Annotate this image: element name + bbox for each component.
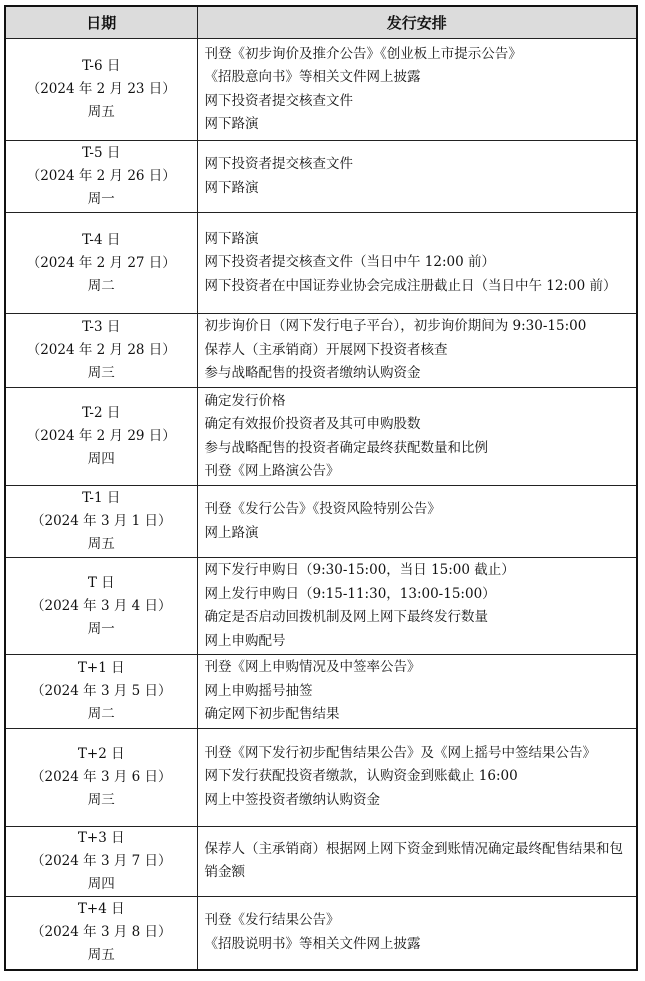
date-label: （2024 年 2 月 28 日） <box>26 342 176 358</box>
day-label: T+2 日 <box>77 745 125 762</box>
weekday-label: 周四 <box>87 875 115 892</box>
arrangement-item: 确定网下初步配售结果 <box>204 706 340 722</box>
table-row <box>5 213 637 314</box>
date-cell <box>5 141 197 213</box>
arrangement-item: 参与战略配售的投资者确定最终获配数量和比例 <box>204 439 488 456</box>
day-label: T+4 日 <box>77 901 125 918</box>
date-cell <box>5 388 197 486</box>
schedule-table <box>4 5 638 971</box>
day-label: T 日 <box>87 574 115 591</box>
weekday-label: 周三 <box>87 791 115 808</box>
arrangement-cell <box>197 213 637 314</box>
arrangement-item: 网下路演 <box>204 230 259 247</box>
arrangement-item: 刊登《网上路演公告》 <box>204 463 340 479</box>
date-cell <box>5 728 197 826</box>
arrangement-cell <box>197 39 637 141</box>
arrangement-item: 刊登《发行结果公告》 <box>204 912 340 929</box>
arrangement-item: 《招股意向书》等相关文件网上披露 <box>204 69 421 85</box>
day-label: T-5 日 <box>82 145 121 161</box>
arrangement-item: 网上申购配号 <box>204 632 286 649</box>
arrangement-item: 网上中签投资者缴纳认购资金 <box>204 791 380 808</box>
arrangement-cell <box>197 558 637 655</box>
header-arrangement: 发行安排 <box>197 6 637 39</box>
day-label: T-2 日 <box>82 405 121 421</box>
arrangement-item: 确定是否启动回拨机制及网上网下最终发行数量 <box>204 609 488 625</box>
arrangement-item: 刊登《网下发行初步配售结果公告》及《网上摇号中签结果公告》 <box>204 744 596 761</box>
table-row <box>5 141 637 213</box>
weekday-label: 周一 <box>87 191 115 207</box>
date-cell <box>5 558 197 655</box>
arrangement-item: 网下发行获配投资者缴款，认购资金到账截止 16:00 <box>204 768 518 785</box>
date-cell <box>5 826 197 896</box>
arrangement-item: 网上路演 <box>204 524 259 541</box>
weekday-label: 周二 <box>87 705 115 722</box>
arrangement-item: 网下投资者提交核查文件 <box>204 156 353 172</box>
arrangement-cell <box>197 314 637 388</box>
arrangement-item: 保荐人（主承销商）开展网下投资者核查 <box>204 341 448 358</box>
date-label: （2024 年 2 月 26 日） <box>26 168 176 184</box>
arrangement-cell <box>197 655 637 729</box>
weekday-label: 周一 <box>87 620 115 637</box>
arrangement-item: 网上申购摇号抽签 <box>204 682 313 699</box>
weekday-label: 周五 <box>87 536 115 552</box>
weekday-label: 周五 <box>87 104 115 120</box>
day-label: T-3 日 <box>82 319 121 335</box>
date-label: （2024 年 3 月 8 日） <box>31 924 172 941</box>
arrangement-item: 网下路演 <box>204 179 259 196</box>
table-row <box>5 388 637 486</box>
table-row <box>5 728 637 826</box>
arrangement-cell <box>197 826 637 896</box>
arrangement-item: 确定发行价格 <box>204 392 286 409</box>
date-cell <box>5 213 197 314</box>
arrangement-item: 网下投资者提交核查文件 <box>204 92 353 109</box>
day-label: T+1 日 <box>77 659 125 676</box>
date-cell <box>5 486 197 558</box>
arrangement-item: 初步询价日（网下发行电子平台），初步询价期间为 9:30-15:00 <box>204 318 587 335</box>
date-cell <box>5 314 197 388</box>
date-cell <box>5 655 197 729</box>
date-label: （2024 年 3 月 5 日） <box>31 682 172 699</box>
date-label: （2024 年 3 月 6 日） <box>31 768 172 785</box>
arrangement-cell <box>197 896 637 970</box>
date-cell <box>5 896 197 970</box>
date-label: （2024 年 3 月 7 日） <box>31 852 172 869</box>
arrangement-item: 刊登《发行公告》《投资风险特别公告》 <box>204 501 441 517</box>
arrangement-cell <box>197 486 637 558</box>
table-header-row <box>5 6 637 39</box>
arrangement-item: 保荐人（主承销商）根据网上网下资金到账情况确定最终配售结果和包销金额 <box>204 840 623 880</box>
date-label: （2024 年 3 月 4 日） <box>31 597 172 614</box>
arrangement-item: 《招股说明书》等相关文件网上披露 <box>204 935 421 952</box>
arrangement-item: 确定有效报价投资者及其可申购股数 <box>204 416 421 432</box>
table-row <box>5 39 637 141</box>
arrangement-item: 刊登《初步询价及推介公告》《创业板上市提示公告》 <box>204 45 522 62</box>
date-label: （2024 年 3 月 1 日） <box>31 513 172 529</box>
arrangement-item: 网下投资者在中国证券业协会完成注册截止日（当日中午 12:00 前） <box>204 277 617 294</box>
table-row <box>5 314 637 388</box>
header-date: 日期 <box>5 6 197 39</box>
arrangement-item: 网上发行申购日（9:15-11:30，13:00-15:00） <box>204 585 496 602</box>
table-row <box>5 896 637 970</box>
weekday-label: 周二 <box>87 277 115 294</box>
arrangement-cell <box>197 141 637 213</box>
weekday-label: 周三 <box>87 365 115 381</box>
date-cell <box>5 39 197 141</box>
arrangement-item: 网下发行申购日（9:30-15:00，当日 15:00 截止） <box>204 562 515 578</box>
date-label: （2024 年 2 月 23 日） <box>26 81 176 97</box>
weekday-label: 周五 <box>87 947 115 964</box>
table-row <box>5 558 637 655</box>
arrangement-cell <box>197 728 637 826</box>
arrangement-item: 网下投资者提交核查文件（当日中午 12:00 前） <box>204 254 495 271</box>
arrangement-item: 刊登《网上申购情况及中签率公告》 <box>204 659 421 675</box>
arrangement-item: 网下路演 <box>204 116 259 132</box>
table-row <box>5 655 637 729</box>
weekday-label: 周四 <box>87 451 115 467</box>
arrangement-cell <box>197 388 637 486</box>
date-label: （2024 年 2 月 27 日） <box>26 254 176 271</box>
table-row <box>5 826 637 896</box>
arrangement-item: 参与战略配售的投资者缴纳认购资金 <box>204 365 421 382</box>
day-label: T-6 日 <box>82 58 121 74</box>
day-label: T+3 日 <box>77 829 125 846</box>
table-row <box>5 486 637 558</box>
day-label: T-1 日 <box>82 490 121 506</box>
day-label: T-4 日 <box>82 231 121 248</box>
date-label: （2024 年 2 月 29 日） <box>26 428 176 444</box>
